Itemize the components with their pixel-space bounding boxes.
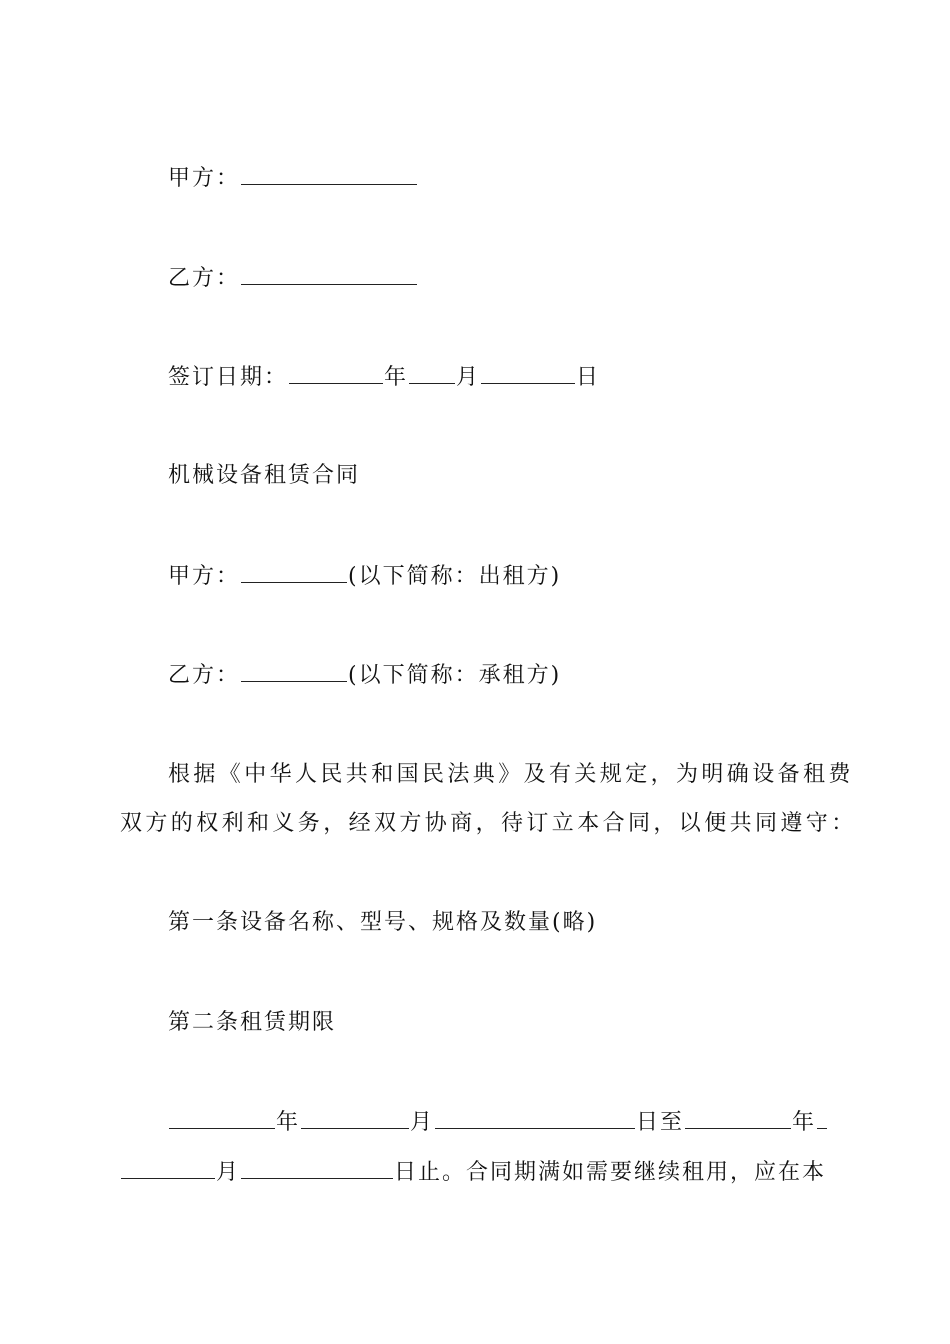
- party-a-blank: [241, 166, 417, 185]
- preamble-line-2: 双方的权利和义务，经双方协商，待订立本合同，以便共同遵守：: [120, 811, 857, 836]
- cover-sign-date: [168, 365, 832, 390]
- party-b-blank: [241, 266, 417, 285]
- term-end-trailing-blank: [817, 1110, 827, 1129]
- sign-day-label: 日: [576, 365, 601, 390]
- preamble-line-1: 根据《中华人民共和国民法典》及有关规定，为明确设备租费: [168, 762, 854, 787]
- contract-title: 机械设备租赁合同: [168, 463, 361, 488]
- contract-party-b-label: 乙方：: [168, 663, 241, 688]
- sign-year-label: 年: [384, 365, 409, 390]
- sign-month-blank: [409, 365, 455, 384]
- cover-party-a: [168, 166, 832, 191]
- term-line-2: [120, 1160, 832, 1185]
- term-start-month-blank: [301, 1110, 409, 1129]
- term-line-1: [168, 1110, 832, 1135]
- term-start-year-label: 年: [276, 1110, 301, 1135]
- sign-date-label: 签订日期：: [168, 365, 289, 390]
- cover-party-b: [168, 266, 832, 291]
- term-end-text: 日止。合同期满如需要继续租用，应在本: [394, 1160, 827, 1185]
- contract-party-b-blank: [241, 663, 347, 682]
- term-start-year-blank: [169, 1110, 275, 1129]
- contract-party-b: [168, 663, 832, 688]
- term-end-month-label: 月: [216, 1160, 241, 1185]
- party-a-label: 甲方：: [168, 166, 241, 191]
- term-end-month-blank: [121, 1160, 215, 1179]
- sign-day-blank: [481, 365, 575, 384]
- article-2: 第二条租赁期限: [168, 1010, 337, 1035]
- term-end-year-blank: [685, 1110, 791, 1129]
- contract-party-a-label: 甲方：: [168, 564, 241, 589]
- term-day-to-label: 日至: [636, 1110, 685, 1135]
- contract-party-b-suffix: (以下简称：承租方): [348, 663, 562, 688]
- party-b-label: 乙方：: [168, 266, 241, 291]
- sign-year-blank: [289, 365, 383, 384]
- contract-party-a-suffix: (以下简称：出租方): [348, 564, 562, 589]
- contract-party-a: [168, 564, 832, 589]
- article-1: 第一条设备名称、型号、规格及数量(略): [168, 910, 598, 935]
- contract-party-a-blank: [241, 564, 347, 583]
- term-start-month-label: 月: [410, 1110, 435, 1135]
- sign-month-label: 月: [456, 365, 481, 390]
- term-start-day-blank: [435, 1110, 635, 1129]
- term-end-year-label: 年: [792, 1110, 817, 1135]
- term-end-day-blank: [241, 1160, 393, 1179]
